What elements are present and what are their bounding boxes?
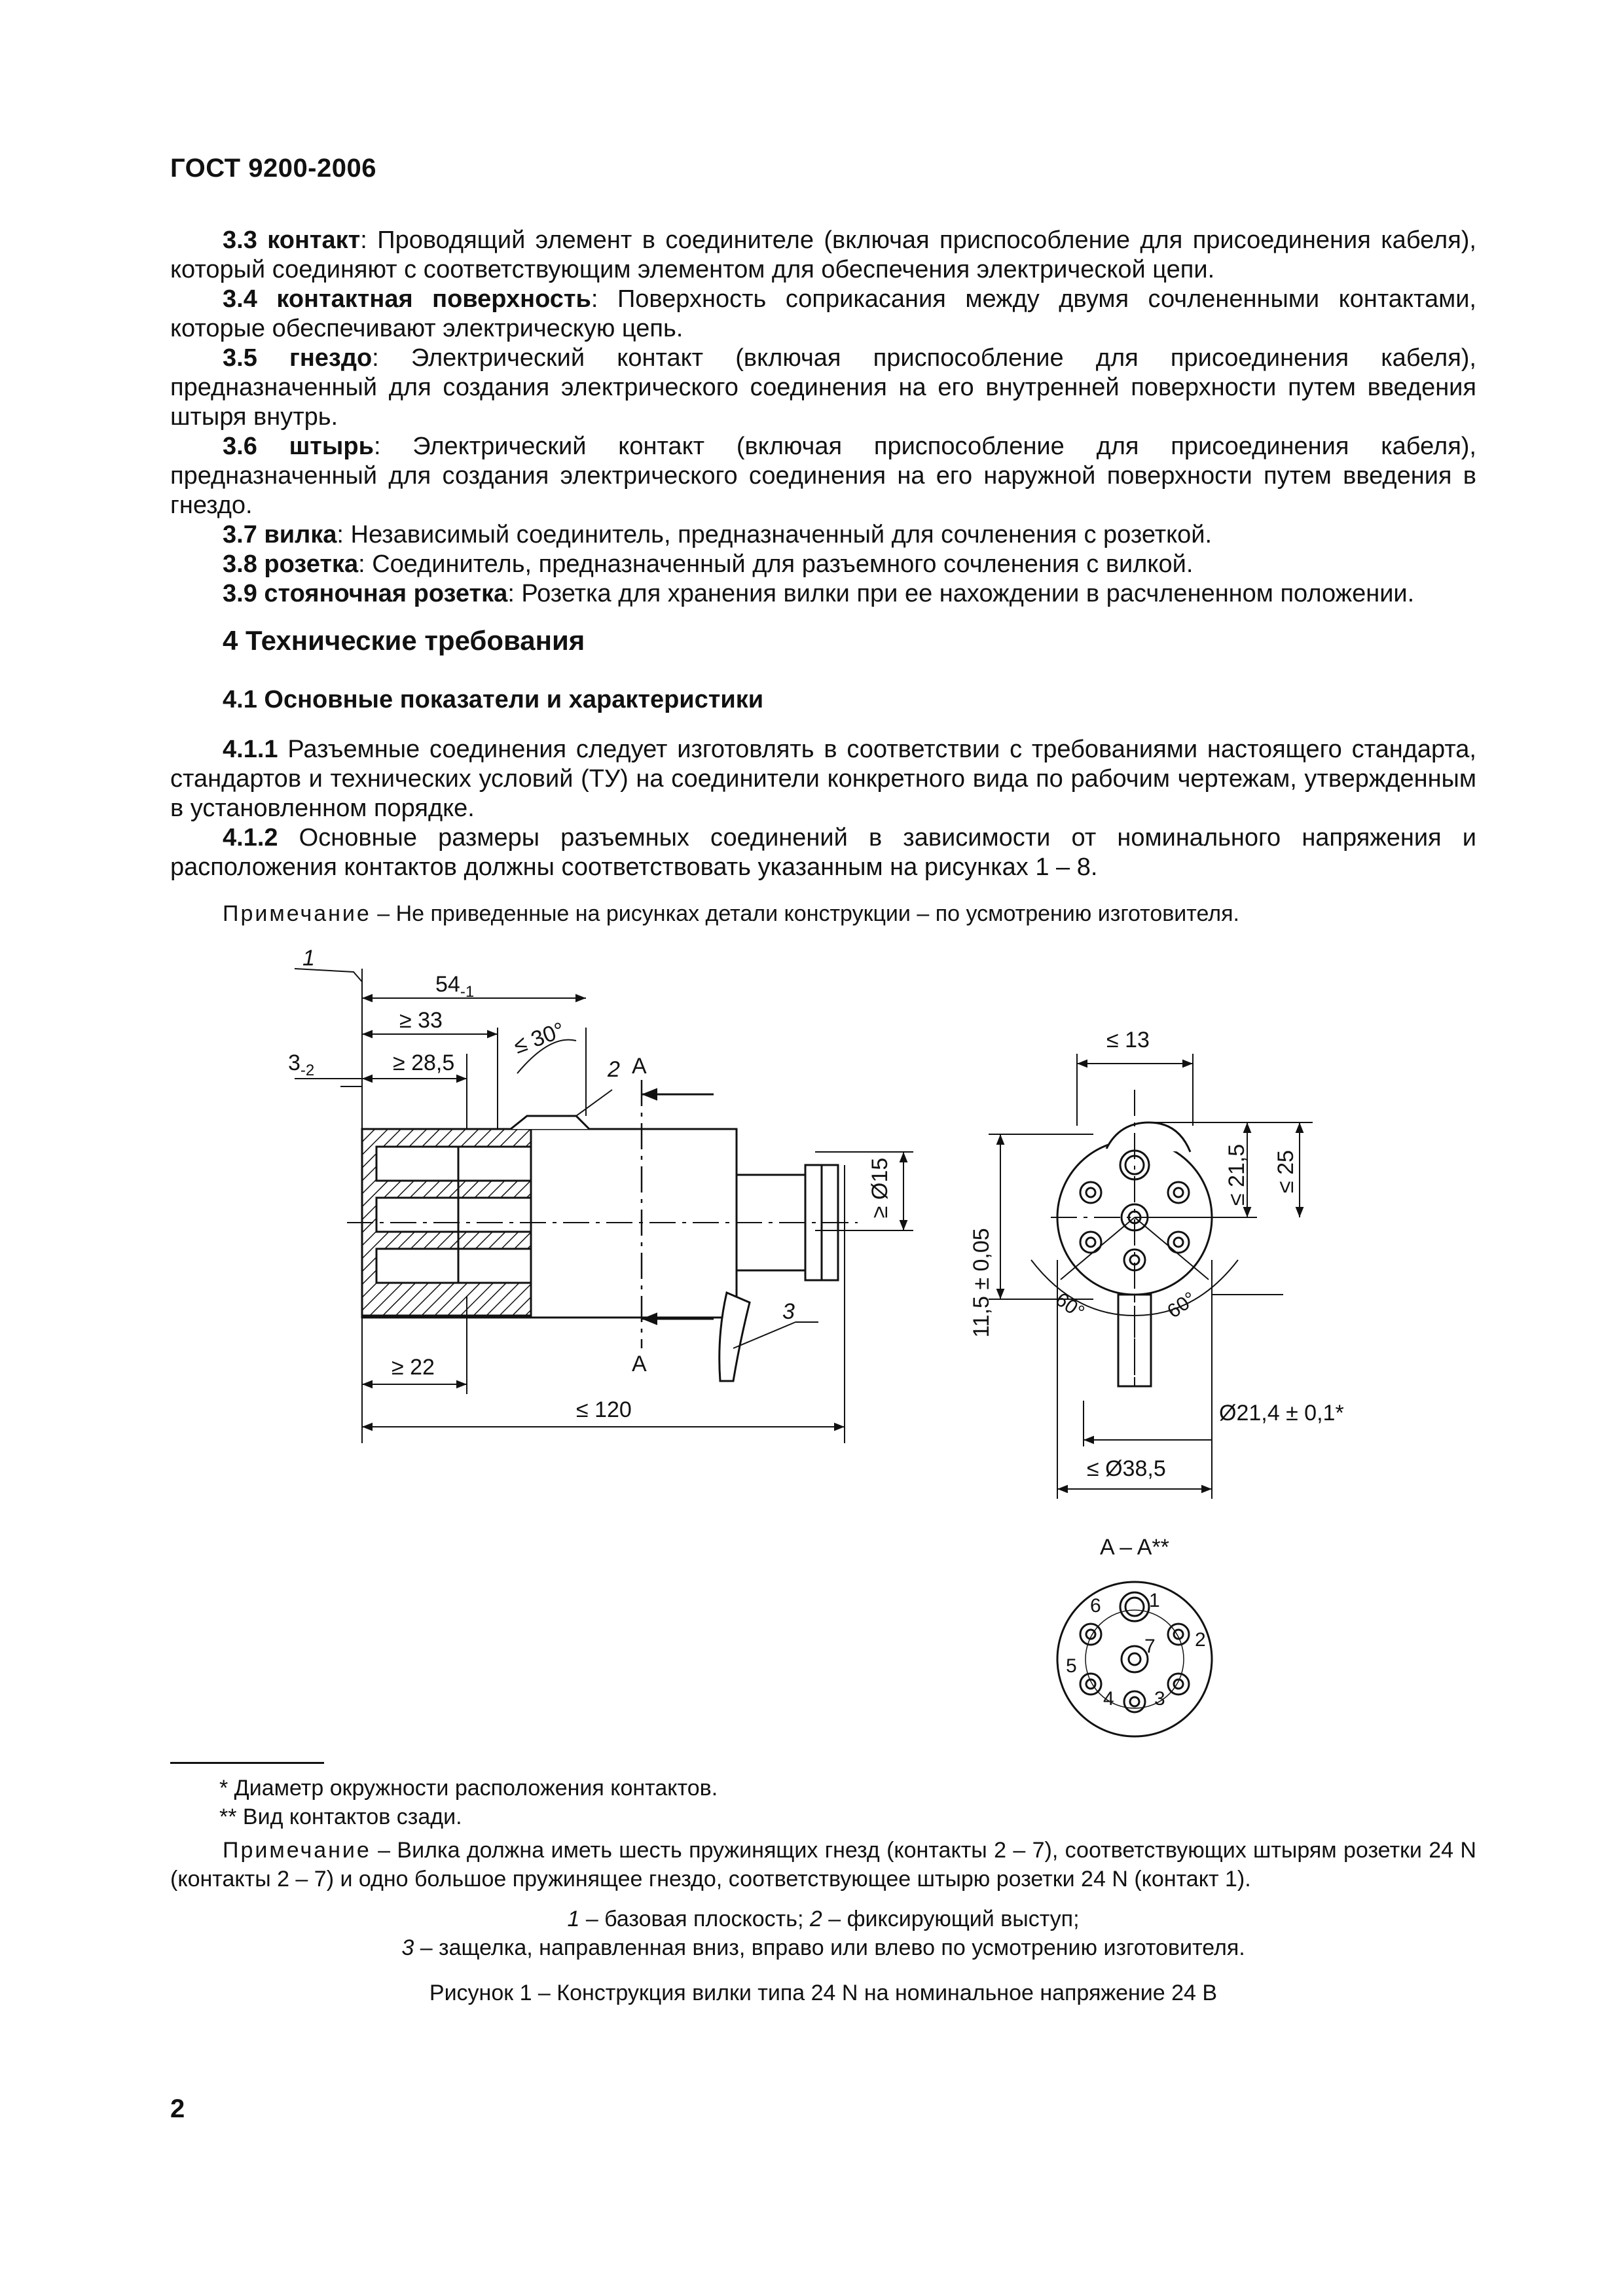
figure-caption: Рисунок 1 – Конструкция вилки типа 24 N на номинальное напряжение 24 В (429, 1981, 1218, 2005)
paragraph-4-1-2 (170, 823, 1476, 882)
definition-3-3 (170, 226, 1476, 285)
footnote-1: * Диаметр окружности расположения контактов. (219, 1776, 718, 1801)
front-view-labels (969, 1028, 1344, 1481)
legend-number: 2 (809, 1907, 822, 1931)
definition-3-9 (170, 579, 1476, 609)
front-view (989, 1054, 1313, 1499)
definition-3-8 (170, 550, 1476, 579)
callout-2: 2 (608, 1057, 620, 1082)
legend-line-2 (170, 1933, 1476, 1962)
callout-1: 1 (302, 946, 315, 971)
legend-line-1 (170, 1905, 1476, 1933)
section-note (223, 900, 1239, 927)
definition-3-5 (170, 344, 1476, 432)
figure-note-text: – Вилка должна иметь шесть пружинящих гнезд (контакты 2 – 7), соответствующих штырям розетки 24 N (контакты 2 – 7) и одно большое пружинящее гнездо, соответствующее штырю розетки 24 N (контакт 1). (170, 1838, 1476, 1892)
contact-number-5: 5 (1066, 1655, 1077, 1677)
paragraph-number: 4.1.2 (223, 824, 278, 852)
subsection-title: 4.1 Основные показатели и характеристики (223, 686, 764, 713)
figure-note-paragraph (170, 1836, 1476, 1893)
document-header: ГОСТ 9200-2006 (170, 154, 376, 183)
definition-3-6 (170, 432, 1476, 520)
dim-11-5: 11,5 ± 0,05 (969, 1228, 994, 1338)
dim-120: ≤ 120 (576, 1397, 632, 1422)
contact-number-2: 2 (1195, 1629, 1206, 1651)
definitions-list (170, 226, 1476, 609)
definition-text: : Поверхность соприкасания между двумя сочлененными контактами, которые обеспечивают электрическую цепь. (170, 285, 1476, 342)
dim-22: ≥ 22 (392, 1355, 435, 1380)
definition-text: : Электрический контакт (включая приспособление для присоединения кабеля), предназначенный для создания электрического соединения на его внутренней поверхности путем введения штыря внутрь. (170, 344, 1476, 431)
figure-legend (170, 1905, 1476, 1962)
footnote-2: ** Вид контактов сзади. (219, 1804, 462, 1829)
definition-text: : Проводящий элемент в соединителе (включая приспособление для присоединения кабеля), который соединяют с соответствующим элементом для обеспечения электрической цепи. (170, 226, 1476, 283)
definition-term: 3.9 стояночная розетка (223, 580, 508, 607)
requirements-text (170, 735, 1476, 882)
section-title: 4 Технические требования (223, 625, 585, 656)
dim-3-tolerance: -2 (300, 1062, 315, 1079)
section-mark-a-top: A (632, 1054, 647, 1079)
dim-diameter-21-4: Ø21,4 ± 0,1* (1219, 1401, 1344, 1426)
legend-text: – базовая плоскость; (579, 1907, 810, 1931)
definition-term: 3.3 контакт (223, 226, 361, 254)
section-view-title: A – A** (1100, 1535, 1169, 1560)
dim-54 (435, 972, 474, 1001)
legend-number: 1 (567, 1907, 580, 1931)
dim-33: ≥ 33 (399, 1008, 443, 1033)
contact-number-3: 3 (1154, 1688, 1165, 1710)
paragraph-4-1-1 (170, 735, 1476, 823)
dim-3-value: 3 (288, 1050, 301, 1075)
callout-3: 3 (782, 1299, 795, 1324)
legend-text: – защелка, направленная вниз, вправо или влево по усмотрению изготовителя. (414, 1935, 1245, 1960)
dim-54-value: 54 (435, 972, 460, 997)
figure-note (170, 1836, 1476, 1893)
contact-number-6: 6 (1090, 1595, 1101, 1617)
definition-term: 3.7 вилка (223, 521, 337, 548)
angle-60-right: 60° (1163, 1287, 1201, 1323)
legend-text: – фиксирующий выступ; (822, 1907, 1080, 1931)
angle-30: ≤ 30° (510, 1017, 568, 1059)
dim-3 (288, 1050, 314, 1079)
definition-term: 3.6 штырь (223, 433, 374, 460)
paragraph-text: Разъемные соединения следует изготовлять в соответствии с требованиями настоящего стандарта, стандартов и технических условий (ТУ) на соединители конкретного вида по рабочим чертежам, утвержденным в установленном порядке. (170, 736, 1476, 822)
definition-text: : Электрический контакт (включая приспособление для присоединения кабеля), предназначенный для создания электрического соединения на его наружной поверхности путем введения в гнездо. (170, 433, 1476, 519)
page-number: 2 (170, 2094, 185, 2123)
dim-54-tolerance: -1 (460, 983, 475, 1001)
figure-1 (0, 929, 1623, 1741)
dim-13: ≤ 13 (1106, 1028, 1150, 1052)
contact-number-7: 7 (1144, 1636, 1156, 1657)
plug-drawing (0, 929, 1623, 1741)
contact-number-4: 4 (1103, 1688, 1114, 1710)
legend-number: 3 (401, 1935, 414, 1960)
note-label: Примечание (223, 901, 371, 926)
note-text: – Не приведенные на рисунках детали конструкции – по усмотрению изготовителя. (371, 901, 1239, 926)
definition-text: : Независимый соединитель, предназначенный для сочленения с розеткой. (337, 521, 1213, 548)
section-mark-a-bottom: A (632, 1352, 647, 1376)
definition-term: 3.8 розетка (223, 550, 359, 578)
definition-3-7 (170, 520, 1476, 550)
side-view (295, 969, 913, 1443)
dim-21-5: ≤ 21,5 (1224, 1143, 1249, 1206)
section-view (1057, 1582, 1212, 1736)
contact-number-1: 1 (1149, 1590, 1160, 1611)
paragraph-number: 4.1.1 (223, 736, 278, 763)
definition-term: 3.5 гнездо (223, 344, 373, 372)
definition-text: : Розетка для хранения вилки при ее нахождении в расчлененном положении. (507, 580, 1415, 607)
dim-28-5: ≥ 28,5 (393, 1050, 455, 1075)
dim-diameter-38-5: ≤ Ø38,5 (1087, 1456, 1166, 1481)
dim-diameter-15: ≥ Ø15 (867, 1157, 892, 1219)
definition-term: 3.4 контактная поверхность (223, 285, 591, 313)
figure-note-label: Примечание (223, 1838, 371, 1863)
definition-text: : Соединитель, предназначенный для разъемного сочленения с вилкой. (358, 550, 1194, 578)
footnote-separator (170, 1762, 324, 1764)
angle-60-left: 60° (1051, 1288, 1089, 1323)
paragraph-text: Основные размеры разъемных соединений в зависимости от номинального напряжения и расположения контактов должны соответствовать указанным на рисунках 1 – 8. (170, 824, 1476, 881)
dim-25: ≤ 25 (1273, 1150, 1298, 1193)
definition-3-4 (170, 285, 1476, 344)
